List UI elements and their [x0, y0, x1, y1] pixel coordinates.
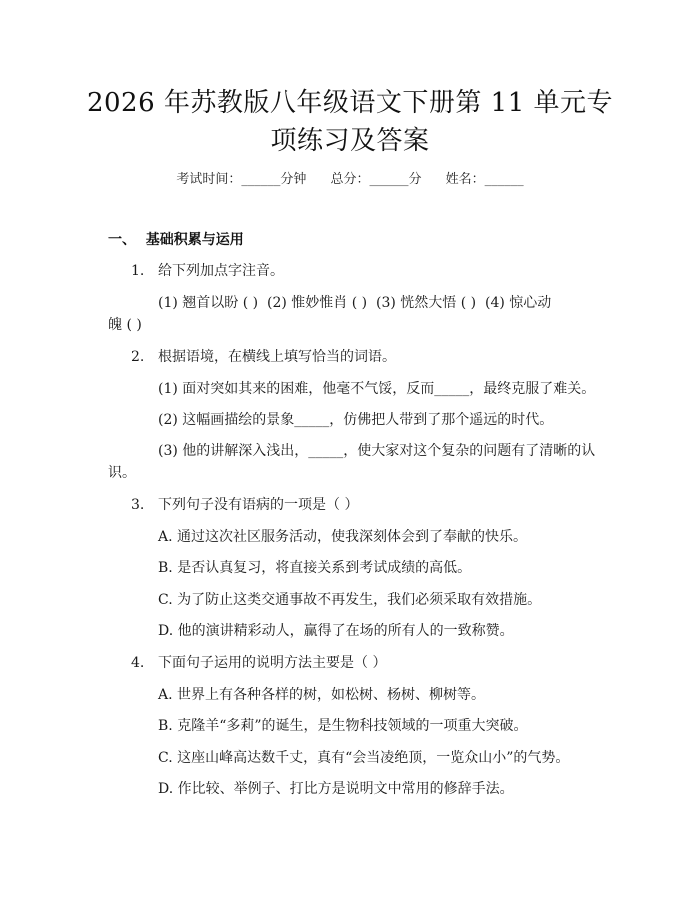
question-4-number: 4.	[131, 655, 145, 671]
section-heading-1: 一、 基础积累与运用	[108, 232, 244, 248]
exam-time-field: 考试时间：______分钟	[176, 172, 307, 187]
name-field: 姓名：______	[445, 172, 524, 187]
question-4-stem: 下面句子运用的说明方法主要是（ ）	[158, 655, 387, 671]
question-3-option-a: A. 通过这次社区服务活动，使我深刻体会到了奉献的快乐。	[158, 529, 528, 545]
question-3-number: 3.	[131, 497, 145, 513]
question-4-option-c: C. 这座山峰高达数千丈，真有“会当凌绝顶，一览众山小”的气势。	[158, 750, 570, 766]
question-2-stem: 根据语境，在横线上填写恰当的词语。	[158, 349, 396, 365]
page-title-line-2: 项练习及答案	[270, 126, 430, 156]
question-3-option-c: C. 为了防止这类交通事故不再发生，我们必须采取有效措施。	[158, 592, 542, 608]
question-1-items-cont: 魄 ( )	[108, 317, 142, 333]
question-3-option-b: B. 是否认真复习，将直接关系到考试成绩的高低。	[158, 560, 472, 576]
question-2-sentence-1: (1) 面对突如其来的困难，他毫不气馁，反而_____，最终克服了难关。	[158, 381, 596, 397]
question-1-stem: 给下列加点字注音。	[158, 263, 284, 279]
question-4-option-b: B. 克隆羊“多莉”的诞生，是生物科技领域的一项重大突破。	[158, 718, 528, 734]
question-3-stem: 下列句子没有语病的一项是（ ）	[158, 497, 359, 513]
question-2-sentence-3: (3) 他的讲解深入浅出，_____，使大家对这个复杂的问题有了清晰的认	[158, 443, 596, 459]
question-3-option-d: D. 他的演讲精彩动人，赢得了在场的所有人的一致称赞。	[158, 623, 514, 639]
page-title-line-1: 2026 年苏教版八年级语文下册第 11 单元专	[86, 88, 614, 118]
exam-meta	[0, 171, 700, 189]
total-score-field: 总分：______分	[330, 172, 422, 187]
question-2-sentence-3-cont: 识。	[108, 465, 136, 481]
question-2-number: 2.	[131, 349, 145, 365]
question-1-items: (1) 翘首以盼 ( ) (2) 惟妙惟肖 ( ) (3) 恍然大悟 ( ) (4) 惊心动	[158, 295, 552, 311]
question-4-option-d: D. 作比较、举例子、打比方是说明文中常用的修辞手法。	[158, 781, 514, 797]
question-4-option-a: A. 世界上有各种各样的树，如松树、杨树、柳树等。	[158, 687, 486, 703]
question-2-sentence-2: (2) 这幅画描绘的景象_____，仿佛把人带到了那个遥远的时代。	[158, 412, 554, 428]
question-1-number: 1.	[131, 263, 145, 279]
